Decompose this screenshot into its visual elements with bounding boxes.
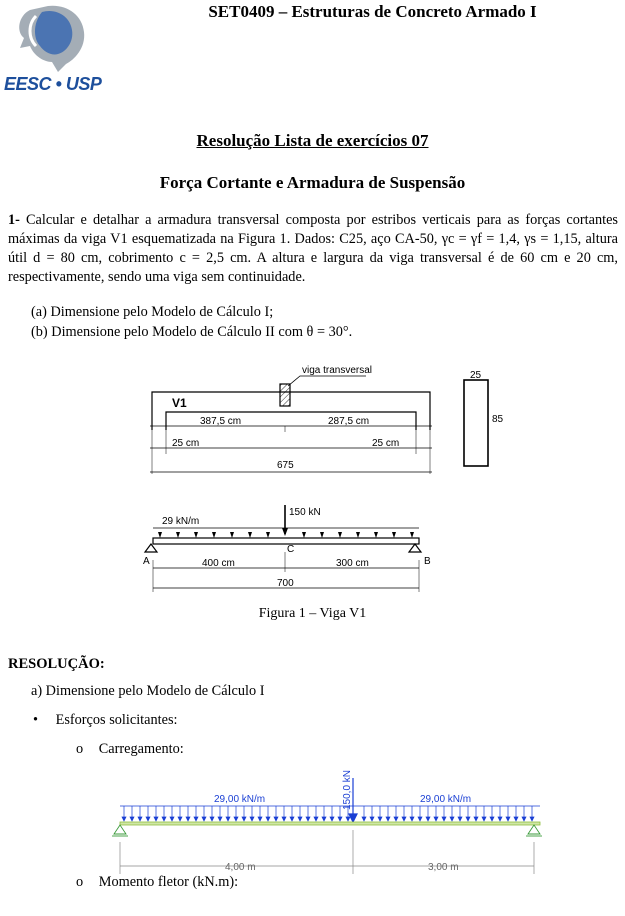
dist-load-arrowhead bbox=[186, 817, 190, 821]
question-number: 1- bbox=[8, 212, 20, 228]
header-title: SET0409 – Estruturas de Concreto Armado I bbox=[208, 2, 537, 21]
dist-load-arrowhead bbox=[458, 817, 462, 821]
fig1-dim-left: 387,5 cm bbox=[200, 416, 242, 427]
dist-load-arrowhead bbox=[474, 817, 478, 821]
fig2-span-left: 4,00 m bbox=[225, 862, 256, 873]
sub-carregamento-label: Carregamento: bbox=[98, 741, 184, 757]
fig1-label-a: A bbox=[143, 556, 150, 567]
dist-load-arrowhead bbox=[258, 817, 262, 821]
bullet-esforcos bbox=[33, 712, 178, 729]
dist-load-arrowhead bbox=[194, 817, 198, 821]
fig1-viga-transversal-label: viga transversal bbox=[302, 365, 373, 376]
dist-load-arrowhead bbox=[338, 817, 342, 821]
dist-load-arrowhead bbox=[498, 817, 502, 821]
fig1-beam-label: V1 bbox=[172, 396, 187, 410]
dist-load-arrowhead bbox=[122, 817, 126, 821]
fig1-total-top: 675 bbox=[277, 460, 294, 471]
dist-load-arrowhead bbox=[466, 817, 470, 821]
sub-momento bbox=[76, 874, 238, 891]
dist-load-arrowhead bbox=[530, 817, 534, 821]
step-a: a) Dimensione pelo Modelo de Cálculo I bbox=[31, 683, 265, 699]
question-text: Calcular e detalhar a armadura transversal composta por estribos verticais para as forças cortantes máximas da viga V1 esquematizada na Figura 1. Dados: C25, aço CA-50, γc = γf = 1,4, γs = 1,15, altura útil d = 80 cm, cobrimento c = 2,5 cm. A altura e largura da viga transversal é de 60 cm e 20 cm, respectivamente, sendo uma viga sem continuidade. bbox=[8, 212, 618, 285]
dist-load-arrowhead bbox=[242, 817, 246, 821]
dist-load-arrowhead bbox=[514, 817, 518, 821]
fig1-section-height: 85 bbox=[492, 414, 504, 425]
bullet-icon: • bbox=[33, 712, 39, 728]
bullet-esforcos-label: Esforços solicitantes: bbox=[55, 712, 178, 728]
dist-load-arrowhead bbox=[346, 817, 350, 821]
figure-1-viga-v1 bbox=[0, 360, 625, 600]
dist-load-arrowhead bbox=[506, 817, 510, 821]
document-subtitle: Força Cortante e Armadura de Suspensão bbox=[159, 173, 466, 192]
dist-load-arrowhead bbox=[378, 817, 382, 821]
dist-load-arrowhead bbox=[426, 817, 430, 821]
item-a: (a) Dimensione pelo Modelo de Cálculo I; bbox=[31, 304, 274, 320]
dist-load-arrowhead bbox=[202, 817, 206, 821]
fig1-section-width: 25 bbox=[470, 370, 482, 381]
dist-load-arrowhead bbox=[290, 817, 294, 821]
fig1-dim-right: 287,5 cm bbox=[328, 416, 370, 427]
dist-load-arrowhead bbox=[306, 817, 310, 821]
dist-load-arrowhead bbox=[250, 817, 254, 821]
resolucao-heading: RESOLUÇÃO: bbox=[8, 656, 105, 672]
dist-load-arrowhead bbox=[442, 817, 446, 821]
fig1-support-right: 25 cm bbox=[372, 438, 400, 449]
dist-load-arrowhead bbox=[410, 817, 414, 821]
dist-load-arrowhead bbox=[394, 817, 398, 821]
dist-load-arrowhead bbox=[362, 817, 366, 821]
sub-carregamento bbox=[76, 741, 184, 758]
document-title: Resolução Lista de exercícios 07 bbox=[196, 131, 429, 150]
dist-load-arrowhead bbox=[138, 817, 142, 821]
dist-load-arrowhead bbox=[234, 817, 238, 821]
fig1-label-b: B bbox=[424, 556, 431, 567]
dist-load-arrowhead bbox=[330, 817, 334, 821]
dist-load-arrowhead bbox=[322, 817, 326, 821]
fig1-load-point: 150 kN bbox=[289, 507, 321, 518]
dist-load-arrowhead bbox=[450, 817, 454, 821]
dist-load-arrowhead bbox=[370, 817, 374, 821]
dist-load-arrowhead bbox=[482, 817, 486, 821]
figure-caption: Figura 1 – Viga V1 bbox=[258, 606, 367, 621]
fig2-load-left: 29,00 kN/m bbox=[214, 794, 266, 805]
dist-load-arrowhead bbox=[402, 817, 406, 821]
dist-load-arrowhead bbox=[162, 817, 166, 821]
dist-load-arrowhead bbox=[314, 817, 318, 821]
figure-2-carregamento bbox=[0, 770, 625, 875]
dist-load-arrowhead bbox=[266, 817, 270, 821]
dist-load-arrowhead bbox=[434, 817, 438, 821]
fig1-span-right: 300 cm bbox=[336, 558, 369, 569]
fig1-label-c: C bbox=[287, 544, 295, 555]
dist-load-arrowhead bbox=[130, 817, 134, 821]
fig1-span-left: 400 cm bbox=[202, 558, 235, 569]
dist-load-arrowhead bbox=[386, 817, 390, 821]
sub-momento-label: Momento fletor (kN.m): bbox=[98, 874, 239, 890]
fig2-span-right: 3,00 m bbox=[428, 862, 459, 873]
dist-load-arrowhead bbox=[170, 817, 174, 821]
dist-load-arrowhead bbox=[282, 817, 286, 821]
fig1-load-dist: 29 kN/m bbox=[162, 516, 200, 527]
dist-load-arrowhead bbox=[418, 817, 422, 821]
question-1 bbox=[8, 211, 618, 287]
logo-text: EESC • USP bbox=[4, 74, 102, 94]
dist-load-arrowhead bbox=[490, 817, 494, 821]
item-b: (b) Dimensione pelo Modelo de Cálculo II com θ = 30°. bbox=[31, 324, 353, 340]
circle-bullet-icon: o bbox=[76, 874, 84, 890]
fig1-total-span: 700 bbox=[277, 578, 294, 589]
fig2-load-right: 29,00 kN/m bbox=[420, 794, 472, 805]
dist-load-arrowhead bbox=[146, 817, 150, 821]
dist-load-arrowhead bbox=[154, 817, 158, 821]
dist-load-arrowhead bbox=[274, 817, 278, 821]
dist-load-arrowhead bbox=[218, 817, 222, 821]
dist-load-arrowhead bbox=[210, 817, 214, 821]
fig1-support-left: 25 cm bbox=[172, 438, 200, 449]
dist-load-arrowhead bbox=[178, 817, 182, 821]
dist-load-arrowhead bbox=[226, 817, 230, 821]
dist-load-arrowhead bbox=[522, 817, 526, 821]
fig2-load-point: 150,0 kN bbox=[342, 770, 353, 810]
dist-load-arrowhead bbox=[298, 817, 302, 821]
circle-bullet-icon: o bbox=[76, 741, 84, 757]
